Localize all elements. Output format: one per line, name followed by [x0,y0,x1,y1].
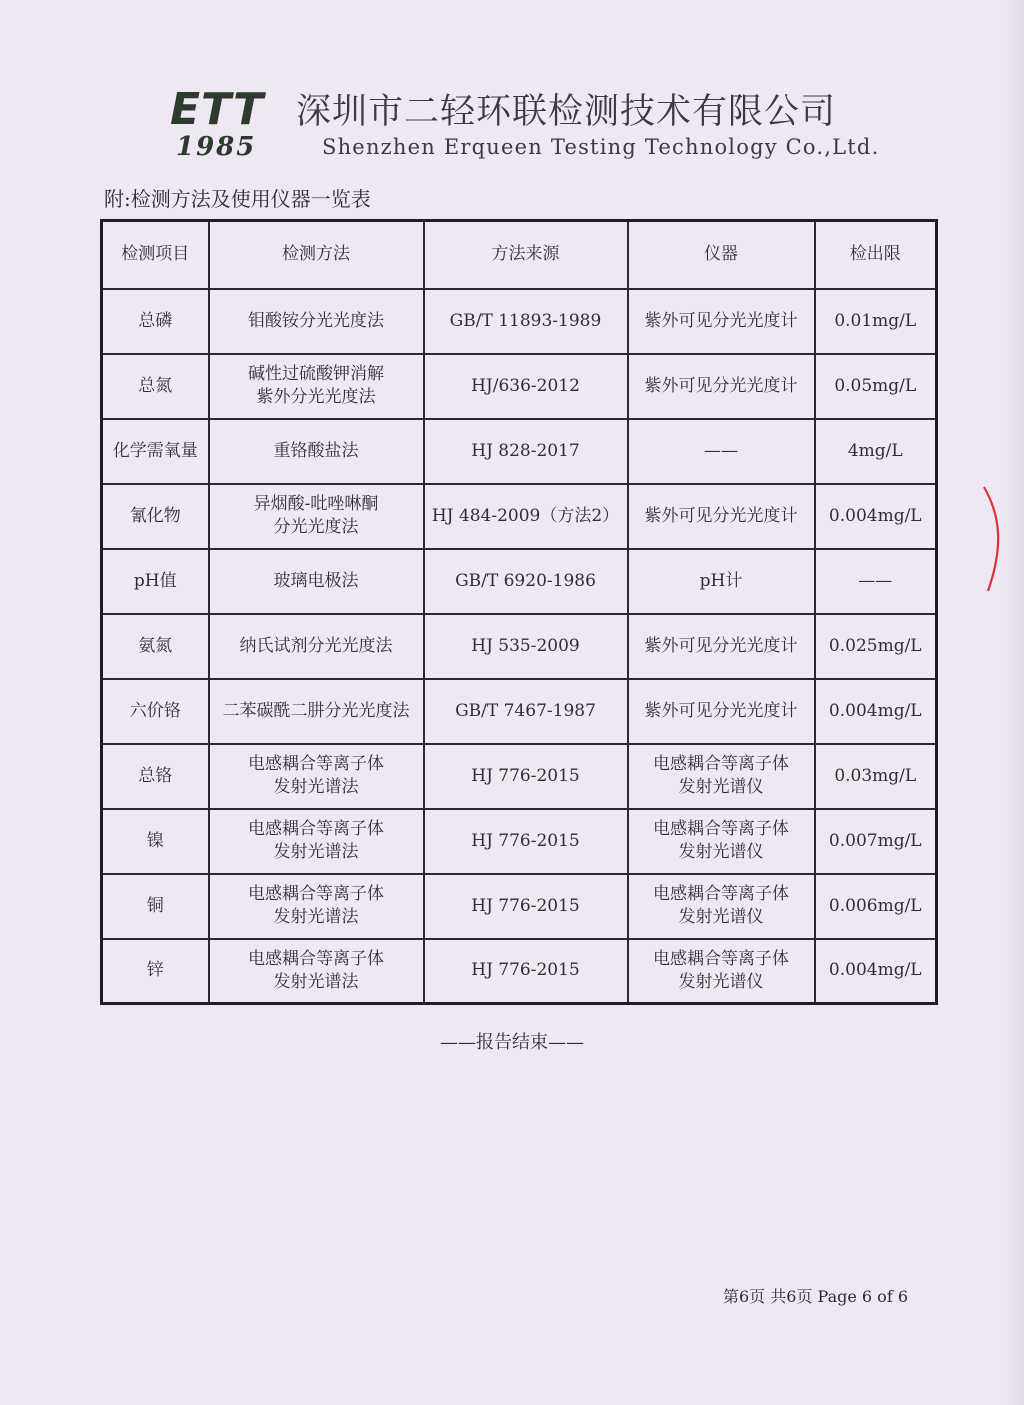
cell-limit: 0.004mg/L [815,484,937,549]
cell-method [209,354,424,419]
cell-line: 紫外可见分光光度计 [644,700,798,721]
table-row [102,679,937,744]
table-row [102,874,937,939]
table-header-row [102,221,937,289]
cell-source: HJ 776-2015 [424,744,628,809]
paper-edge-shadow [1006,0,1024,1405]
cell-limit: 0.007mg/L [815,809,937,874]
table-row [102,289,937,354]
cell-line: 发射光谱仪 [678,907,764,927]
cell-line: 电感耦合等离子体 [653,819,789,839]
cell-limit: 0.05mg/L [815,354,937,419]
cell-item: 总铬 [102,744,209,809]
cell-method [209,484,424,549]
table-row [102,939,937,1004]
cell-line: 紫外可见分光光度计 [644,505,798,526]
cell-instrument [628,939,815,1004]
cell-line: 紫外可见分光光度计 [644,375,798,396]
table-body [102,221,937,1004]
cell-limit: 0.006mg/L [815,874,937,939]
cell-item: 铜 [102,874,209,939]
cell-line: 电感耦合等离子体 [248,819,384,839]
cell-line: 发射光谱仪 [678,971,764,992]
cell-item: 化学需氧量 [102,419,209,484]
company-name-chinese: 深圳市二轻环联检测技术有限公司 [296,92,837,132]
red-ink-mark [978,485,1008,595]
cell-line: 发射光谱法 [273,971,359,992]
cell-item: 氰化物 [102,484,209,549]
cell-source: HJ 828-2017 [424,419,628,484]
table-caption: 附:检测方法及使用仪器一览表 [104,187,371,211]
header-cell-source: 方法来源 [424,221,628,289]
cell-line: 二苯碳酰二肼分光光度法 [222,700,410,721]
cell-source: HJ 776-2015 [424,874,628,939]
cell-line: 发射光谱法 [273,842,359,862]
header-cell-item: 检测项目 [102,221,209,289]
cell-item: 氨氮 [102,614,209,679]
cell-item: 总氮 [102,354,209,419]
cell-line: 电感耦合等离子体 [653,884,789,904]
cell-line: 电感耦合等离子体 [653,754,789,774]
cell-source: HJ 776-2015 [424,939,628,1004]
cell-limit: 0.01mg/L [815,289,937,354]
cell-line: pH计 [699,570,743,591]
cell-line: 异烟酸-吡唑啉酮 [253,494,379,514]
cell-method [209,809,424,874]
cell-line: 发射光谱仪 [678,777,764,797]
table-row [102,354,937,419]
cell-line: 紫外分光光度法 [256,387,376,407]
cell-source: GB/T 7467-1987 [424,679,628,744]
cell-method [209,419,424,484]
cell-instrument [628,289,815,354]
cell-item: 镍 [102,809,209,874]
cell-instrument [628,419,815,484]
cell-instrument [628,809,815,874]
cell-source: HJ 484-2009（方法2） [424,484,628,549]
cell-instrument [628,549,815,614]
cell-method [209,614,424,679]
cell-line: 分光光度法 [273,517,359,537]
table-row [102,614,937,679]
methods-instruments-table [100,219,938,1005]
header-cell-instrument: 仪器 [628,221,815,289]
cell-item: 六价铬 [102,679,209,744]
header-cell-limit: 检出限 [815,221,937,289]
cell-line: 玻璃电极法 [273,570,359,591]
cell-line: 钼酸铵分光光度法 [248,310,384,331]
cell-source: HJ/636-2012 [424,354,628,419]
cell-item: 锌 [102,939,209,1004]
table-row [102,744,937,809]
cell-line: 重铬酸盐法 [273,440,359,461]
cell-instrument [628,354,815,419]
logo-year-text: 1985 [176,132,257,162]
cell-method [209,874,424,939]
cell-line: 电感耦合等离子体 [248,754,384,774]
letterhead [170,82,880,162]
report-end-mark: ——报告结束—— [440,1032,584,1053]
cell-instrument [628,484,815,549]
cell-source: HJ 535-2009 [424,614,628,679]
cell-limit: 0.03mg/L [815,744,937,809]
cell-limit: 4mg/L [815,419,937,484]
cell-limit: 0.004mg/L [815,679,937,744]
cell-instrument [628,614,815,679]
cell-method [209,744,424,809]
cell-line: 电感耦合等离子体 [248,948,384,969]
cell-line: 电感耦合等离子体 [653,948,789,969]
cell-line: 发射光谱法 [273,907,359,927]
cell-item: 总磷 [102,289,209,354]
table-row [102,809,937,874]
company-name-english: Shenzhen Erqueen Testing Technology Co.,Ltd. [322,135,880,159]
cell-instrument [628,874,815,939]
cell-limit: —— [815,549,937,614]
cell-line: 发射光谱仪 [678,842,764,862]
cell-line: 碱性过硫酸钾消解 [248,364,384,384]
cell-line: 发射光谱法 [273,777,359,797]
page-number: 第6页 共6页 Page 6 of 6 [723,1287,909,1306]
cell-instrument [628,744,815,809]
cell-line: —— [704,440,738,461]
cell-limit: 0.004mg/L [815,939,937,1004]
cell-line: 电感耦合等离子体 [248,884,384,904]
cell-source: HJ 776-2015 [424,809,628,874]
cell-method [209,549,424,614]
cell-source: GB/T 6920-1986 [424,549,628,614]
cell-line: 纳氏试剂分光光度法 [239,635,393,656]
cell-line: 紫外可见分光光度计 [644,635,798,656]
cell-method [209,939,424,1004]
cell-limit: 0.025mg/L [815,614,937,679]
table-row [102,419,937,484]
cell-source: GB/T 11893-1989 [424,289,628,354]
cell-item: pH值 [102,549,209,614]
company-logo [170,82,285,162]
logo-ett-text: ETT [170,84,265,135]
cell-method [209,289,424,354]
cell-line: 紫外可见分光光度计 [644,310,798,331]
cell-instrument [628,679,815,744]
cell-method [209,679,424,744]
table-row [102,549,937,614]
header-cell-method: 检测方法 [209,221,424,289]
table-row [102,484,937,549]
